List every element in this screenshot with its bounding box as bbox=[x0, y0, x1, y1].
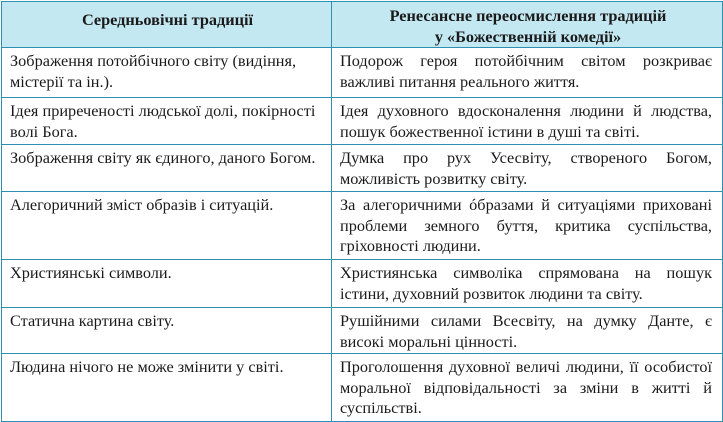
renaissance-cell: Християнська символіка спрямована на пошук істини, духовний розвиток людини та світу. bbox=[332, 260, 723, 308]
table-row bbox=[2, 48, 723, 98]
table-row bbox=[2, 192, 723, 260]
renaissance-cell: Проголошення духовної величі людини, її особистої моральної відповідальності за зміни в житті й суспільстві. bbox=[332, 354, 723, 422]
table-row bbox=[2, 145, 723, 192]
header-medieval-traditions: Середньовічні традиції bbox=[2, 2, 332, 48]
medieval-cell: Зображення потойбічного світу (видіння, містерії та ін.). bbox=[2, 48, 332, 98]
medieval-cell: Християнські символи. bbox=[2, 260, 332, 308]
renaissance-cell: Подорож героя потойбічним світом розкриває важливі питання реального життя. bbox=[332, 48, 723, 98]
medieval-cell: Людина нічого не може змінити у світі. bbox=[2, 354, 332, 422]
comparison-table bbox=[1, 1, 723, 422]
renaissance-cell: Рушійними силами Всесвіту, на думку Данте, є високі моральні цінності. bbox=[332, 308, 723, 354]
header-renaissance-line2: у «Божественній комедії» bbox=[434, 26, 622, 46]
table-row bbox=[2, 354, 723, 422]
header-renaissance-rethinking bbox=[332, 2, 723, 48]
medieval-cell: Алегоричний зміст образів і ситуацій. bbox=[2, 192, 332, 260]
header-renaissance-line1: Ренесансне переосмислення традицій bbox=[389, 6, 667, 25]
table-row bbox=[2, 98, 723, 145]
renaissance-cell: Думка про рух Усесвіту, створеного Богом, можливість розвитку світу. bbox=[332, 145, 723, 192]
renaissance-cell: Ідея духовного вдосконалення людини й людства, пошук божественної істини в душі та світі. bbox=[332, 98, 723, 145]
table-row bbox=[2, 308, 723, 354]
medieval-cell: Статична картина світу. bbox=[2, 308, 332, 354]
medieval-cell: Ідея приреченості людської долі, покірності волі Бога. bbox=[2, 98, 332, 145]
renaissance-cell: За алегоричними óбразами й ситуаціями приховані проблеми земного буття, критика суспільства, гріховності людини. bbox=[332, 192, 723, 260]
table-row bbox=[2, 260, 723, 308]
medieval-cell: Зображення світу як єдиного, даного Богом. bbox=[2, 145, 332, 192]
table-header-row bbox=[2, 2, 723, 48]
